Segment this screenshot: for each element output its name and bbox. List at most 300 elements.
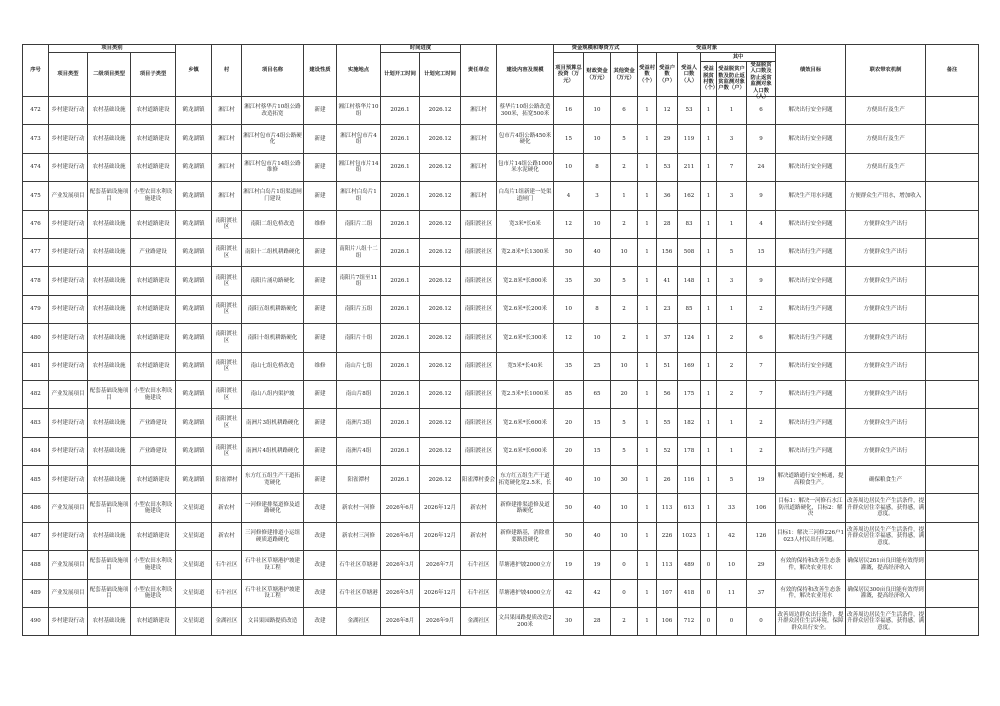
cell-town bbox=[176, 210, 212, 238]
cell-responsible bbox=[461, 182, 497, 210]
cell-other-text: 10 bbox=[620, 533, 628, 540]
cell-poor-population-text: 9 bbox=[759, 135, 763, 142]
cell-linkage-text: 方便群众生产出行 bbox=[863, 277, 908, 284]
cell-other bbox=[611, 267, 638, 295]
cell-households bbox=[657, 494, 678, 522]
header-content-label: 建设内容及规模 bbox=[506, 67, 544, 74]
cell-seq-text: 484 bbox=[30, 448, 41, 455]
cell-poor-households bbox=[717, 238, 747, 266]
cell-content-text: 宽2.8米*长800米 bbox=[503, 277, 548, 284]
cell-seq-text: 483 bbox=[30, 419, 41, 426]
cell-village-text: 石牛社区 bbox=[215, 561, 238, 568]
header-category-label: 项目类别 bbox=[101, 45, 123, 52]
header-sub-type bbox=[131, 53, 176, 97]
cell-other bbox=[611, 409, 638, 437]
cell-end-text: 2026.12 bbox=[428, 249, 452, 256]
cell-sub-type bbox=[131, 153, 176, 181]
cell-project-name-text: 湘江村蔡华片10组公路改造拓宽 bbox=[244, 104, 301, 117]
cell-other bbox=[611, 522, 638, 550]
cell-villages bbox=[638, 494, 657, 522]
cell-poor-households-text: 1 bbox=[729, 306, 734, 313]
cell-secondary-type bbox=[88, 125, 131, 153]
cell-population bbox=[678, 437, 701, 465]
table-row bbox=[23, 522, 979, 550]
cell-end-text: 2026.12 bbox=[428, 419, 452, 426]
cell-poor-households-text: 33 bbox=[728, 504, 736, 511]
cell-sub-type bbox=[131, 324, 176, 352]
cell-responsible-text: 南阳渡社区 bbox=[464, 221, 493, 227]
cell-end-text: 2026.12 bbox=[428, 391, 452, 398]
cell-start-text: 2026.1 bbox=[390, 419, 410, 426]
cell-project-type bbox=[49, 608, 88, 636]
cell-fiscal-text: 3 bbox=[595, 192, 599, 199]
cell-poor-population-text: 15 bbox=[757, 249, 765, 256]
cell-budget-text: 10 bbox=[565, 164, 573, 171]
cell-budget-text: 50 bbox=[565, 504, 573, 511]
cell-town-text: 鹤龙湖镇 bbox=[182, 164, 205, 171]
cell-households-text: 51 bbox=[663, 362, 671, 369]
cell-secondary-type bbox=[88, 238, 131, 266]
cell-other bbox=[611, 380, 638, 408]
header-remarks-label: 备注 bbox=[946, 67, 958, 74]
header-village bbox=[212, 45, 242, 97]
cell-villages-text: 1 bbox=[645, 277, 649, 284]
cell-poor-villages-text: 1 bbox=[706, 277, 711, 284]
cell-sub-type bbox=[131, 551, 176, 579]
cell-performance-text: 改善周边群众出行条件，提升群众居住生活环境，保障群众出行安全。 bbox=[777, 611, 844, 631]
cell-village bbox=[212, 267, 242, 295]
cell-poor-households-text: 5 bbox=[729, 476, 734, 483]
cell-seq bbox=[23, 238, 49, 266]
cell-content-text: 蔡华片10组公路改造300米，拓宽500米 bbox=[499, 104, 551, 117]
cell-location-text: 湘江村蔡华片10组 bbox=[338, 104, 379, 117]
cell-content bbox=[497, 551, 554, 579]
cell-poor-villages-text: 1 bbox=[706, 164, 711, 171]
cell-location bbox=[337, 380, 381, 408]
cell-households bbox=[657, 551, 678, 579]
cell-performance bbox=[776, 522, 846, 550]
cell-poor-households-text: 11 bbox=[728, 590, 736, 597]
cell-poor-households bbox=[717, 522, 747, 550]
cell-project-name-text: 三河修修建排道小运组硬质道路硬化 bbox=[245, 530, 301, 543]
cell-budget-text: 10 bbox=[565, 306, 573, 313]
cell-poor-villages-text: 1 bbox=[706, 107, 711, 114]
cell-start bbox=[381, 295, 420, 323]
cell-poor-households bbox=[717, 466, 747, 494]
cell-other bbox=[611, 324, 638, 352]
cell-location-text: 阳雀潭村 bbox=[347, 476, 370, 483]
cell-town bbox=[176, 437, 212, 465]
cell-responsible bbox=[461, 153, 497, 181]
cell-other-text: 2 bbox=[622, 334, 626, 341]
header-content bbox=[497, 45, 554, 97]
cell-other-text: 0 bbox=[622, 590, 626, 597]
cell-other bbox=[611, 97, 638, 125]
cell-fiscal bbox=[584, 324, 611, 352]
cell-start bbox=[381, 437, 420, 465]
cell-remarks bbox=[926, 125, 979, 153]
cell-sub-type-text: 小型农田水利设施建设 bbox=[133, 388, 173, 401]
cell-end bbox=[420, 409, 461, 437]
cell-content-text: 草塘港护坡2000立方 bbox=[498, 561, 552, 568]
cell-performance-text: 解决出行生产问题 bbox=[788, 306, 833, 313]
cell-linkage-text: 方便出行及生产 bbox=[866, 107, 905, 114]
cell-linkage bbox=[846, 238, 926, 266]
cell-content-text: 宽2.6米*长300米 bbox=[503, 334, 548, 341]
cell-poor-households-text: 2 bbox=[729, 391, 734, 398]
header-beneficiaries-label: 受益对象 bbox=[695, 45, 718, 52]
header-other-label: 其他资金（万元） bbox=[613, 68, 635, 81]
cell-seq-text: 473 bbox=[30, 135, 41, 142]
cell-poor-households-text: 1 bbox=[729, 107, 734, 114]
cell-poor-population-text: 29 bbox=[757, 561, 765, 568]
cell-population bbox=[678, 579, 701, 607]
cell-poor-households-text: 1 bbox=[729, 221, 734, 227]
cell-town bbox=[176, 97, 212, 125]
cell-poor-population-text: 9 bbox=[759, 277, 763, 284]
cell-budget bbox=[554, 182, 584, 210]
cell-poor-population bbox=[747, 210, 776, 238]
header-end bbox=[420, 53, 461, 97]
cell-budget bbox=[554, 522, 584, 550]
cell-town-text: 文星街道 bbox=[182, 561, 205, 568]
cell-performance bbox=[776, 295, 846, 323]
cell-end bbox=[420, 267, 461, 295]
cell-poor-population-text: 106 bbox=[755, 504, 767, 511]
cell-village-text: 新农村 bbox=[218, 504, 235, 511]
cell-villages-text: 1 bbox=[645, 504, 649, 511]
cell-responsible-text: 南阳渡社区 bbox=[464, 362, 493, 369]
cell-responsible bbox=[461, 125, 497, 153]
cell-poor-population bbox=[747, 380, 776, 408]
cell-village bbox=[212, 522, 242, 550]
cell-poor-population-text: 37 bbox=[757, 590, 765, 597]
cell-population-text: 712 bbox=[683, 618, 695, 625]
cell-sub-type-text: 农村道路建设 bbox=[136, 362, 170, 369]
cell-budget bbox=[554, 352, 584, 380]
cell-fiscal-text: 40 bbox=[593, 533, 601, 540]
cell-remarks bbox=[926, 182, 979, 210]
cell-village bbox=[212, 295, 242, 323]
cell-project-type-text: 乡村建设行动 bbox=[51, 448, 85, 455]
cell-villages-text: 1 bbox=[645, 448, 649, 455]
cell-project-type-text: 乡村建设行动 bbox=[51, 277, 85, 284]
cell-linkage bbox=[846, 182, 926, 210]
cell-households bbox=[657, 466, 678, 494]
cell-nature bbox=[304, 324, 337, 352]
cell-population bbox=[678, 608, 701, 636]
cell-responsible bbox=[461, 267, 497, 295]
cell-population bbox=[678, 267, 701, 295]
cell-households-text: 113 bbox=[661, 504, 673, 511]
cell-project-name bbox=[242, 267, 304, 295]
cell-population-text: 182 bbox=[683, 419, 695, 426]
cell-start bbox=[381, 210, 420, 238]
cell-population-text: 83 bbox=[685, 221, 693, 227]
cell-village-text: 南阳渡社区 bbox=[215, 217, 238, 231]
cell-fiscal bbox=[584, 97, 611, 125]
cell-households bbox=[657, 125, 678, 153]
cell-households-text: 29 bbox=[663, 135, 671, 142]
cell-nature-text: 维修 bbox=[314, 362, 326, 369]
cell-households-text: 26 bbox=[663, 476, 671, 483]
cell-town-text: 文星街道 bbox=[182, 618, 205, 625]
cell-poor-villages bbox=[701, 210, 717, 238]
cell-fiscal-text: 25 bbox=[593, 362, 601, 369]
cell-village-text: 南阳渡社区 bbox=[215, 359, 238, 373]
cell-budget bbox=[554, 238, 584, 266]
cell-fiscal-text: 15 bbox=[593, 419, 601, 426]
cell-sub-type-text: 农村道路建设 bbox=[136, 334, 170, 341]
cell-other bbox=[611, 295, 638, 323]
cell-population bbox=[678, 522, 701, 550]
cell-content bbox=[497, 97, 554, 125]
cell-fiscal-text: 10 bbox=[593, 221, 601, 227]
cell-content-text: 宽2.6米*长200米 bbox=[503, 306, 548, 313]
cell-population-text: 613 bbox=[683, 504, 695, 511]
cell-linkage bbox=[846, 267, 926, 295]
cell-secondary-type bbox=[88, 466, 131, 494]
cell-villages bbox=[638, 97, 657, 125]
cell-households bbox=[657, 522, 678, 550]
cell-village-text: 阳雀潭村 bbox=[215, 476, 238, 483]
cell-nature-text: 改建 bbox=[314, 561, 326, 568]
cell-budget bbox=[554, 409, 584, 437]
cell-secondary-type-text: 配套基础设施项目 bbox=[89, 189, 129, 202]
header-location-label: 实施地点 bbox=[347, 67, 370, 74]
cell-end bbox=[420, 466, 461, 494]
cell-population bbox=[678, 182, 701, 210]
cell-poor-villages bbox=[701, 608, 717, 636]
cell-fiscal bbox=[584, 267, 611, 295]
cell-project-name bbox=[242, 466, 304, 494]
cell-secondary-type-text: 农村基础设施 bbox=[92, 618, 126, 625]
cell-nature-text: 新建 bbox=[314, 334, 326, 341]
cell-secondary-type bbox=[88, 409, 131, 437]
cell-performance bbox=[776, 494, 846, 522]
cell-location bbox=[337, 97, 381, 125]
cell-other bbox=[611, 494, 638, 522]
cell-poor-households-text: 0 bbox=[729, 618, 734, 625]
cell-project-type-text: 乡村建设行动 bbox=[51, 135, 85, 142]
header-seq-label: 序号 bbox=[30, 67, 41, 74]
cell-town-text: 鹤龙湖镇 bbox=[182, 334, 205, 341]
cell-poor-villages bbox=[701, 466, 717, 494]
cell-poor-households bbox=[717, 579, 747, 607]
cell-budget-text: 12 bbox=[565, 334, 573, 341]
table-row bbox=[23, 352, 979, 380]
header-town-label: 乡镇 bbox=[188, 67, 199, 74]
cell-poor-households bbox=[717, 437, 747, 465]
cell-location-text: 南洲片3组 bbox=[345, 419, 372, 426]
cell-responsible-text: 石牛社区 bbox=[467, 561, 490, 568]
cell-seq bbox=[23, 125, 49, 153]
cell-village bbox=[212, 551, 242, 579]
cell-town bbox=[176, 551, 212, 579]
cell-secondary-type-text: 农村基础设施 bbox=[92, 164, 126, 171]
cell-poor-villages bbox=[701, 267, 717, 295]
cell-responsible-text: 南阳渡社区 bbox=[464, 277, 493, 284]
cell-start-text: 2026.1 bbox=[390, 306, 410, 313]
cell-fiscal-text: 8 bbox=[595, 306, 599, 313]
cell-linkage bbox=[846, 324, 926, 352]
cell-responsible bbox=[461, 608, 497, 636]
cell-poor-households bbox=[717, 182, 747, 210]
cell-village bbox=[212, 380, 242, 408]
cell-town bbox=[176, 352, 212, 380]
cell-project-name-text: 南山七组危桥改造 bbox=[250, 362, 295, 369]
cell-start-text: 2026.1 bbox=[390, 221, 410, 227]
header-project-type bbox=[49, 53, 88, 97]
cell-nature-text: 新建 bbox=[314, 419, 326, 426]
cell-households-text: 41 bbox=[663, 277, 671, 284]
cell-sub-type-text: 小型农田水利设施建设 bbox=[133, 558, 173, 571]
cell-project-name-text: 湘江村包市片14组公路维修 bbox=[244, 160, 301, 174]
cell-end-text: 2026.12 bbox=[428, 221, 452, 227]
cell-location-text: 南山片8组 bbox=[345, 391, 372, 398]
cell-end-text: 2026.12 bbox=[428, 135, 452, 142]
cell-project-type bbox=[49, 522, 88, 550]
cell-project-name bbox=[242, 608, 304, 636]
header-start bbox=[381, 53, 420, 97]
cell-project-type-text: 乡村建设行动 bbox=[51, 618, 85, 625]
cell-households-text: 56 bbox=[663, 391, 671, 398]
cell-responsible-text: 湘江村 bbox=[470, 135, 487, 142]
cell-performance-text: 解决道路通行安全畅通，提高粮食生产。 bbox=[777, 473, 844, 486]
cell-end-text: 2026年7月 bbox=[425, 561, 455, 568]
cell-town bbox=[176, 579, 212, 607]
cell-nature-text: 维修 bbox=[314, 221, 326, 227]
cell-poor-population bbox=[747, 324, 776, 352]
cell-performance bbox=[776, 466, 846, 494]
table-row bbox=[23, 125, 979, 153]
cell-content bbox=[497, 409, 554, 437]
cell-end bbox=[420, 153, 461, 181]
cell-town bbox=[176, 238, 212, 266]
cell-households bbox=[657, 153, 678, 181]
cell-village bbox=[212, 466, 242, 494]
header-population-label: 受益人口数（人） bbox=[681, 64, 697, 84]
cell-poor-households-text: 3 bbox=[729, 135, 734, 142]
cell-start bbox=[381, 352, 420, 380]
cell-population bbox=[678, 409, 701, 437]
cell-location bbox=[337, 267, 381, 295]
cell-project-name-text: 石牛社区草塘港护坡建设工程 bbox=[245, 586, 301, 600]
cell-poor-villages-text: 1 bbox=[706, 306, 711, 313]
cell-town-text: 鹤龙湖镇 bbox=[182, 221, 205, 227]
cell-location-text: 新农村三河修 bbox=[342, 533, 376, 540]
cell-poor-population bbox=[747, 153, 776, 181]
cell-responsible-text: 阳雀潭村委会 bbox=[462, 476, 496, 483]
cell-village bbox=[212, 324, 242, 352]
cell-linkage-text: 方便群众生产出行 bbox=[863, 362, 908, 369]
cell-project-name bbox=[242, 324, 304, 352]
table-body bbox=[23, 97, 979, 636]
header-project-name-label: 项目名称 bbox=[261, 67, 284, 74]
cell-nature-text: 新建 bbox=[314, 192, 326, 199]
cell-poor-households bbox=[717, 494, 747, 522]
cell-sub-type bbox=[131, 295, 176, 323]
cell-secondary-type-text: 农村基础设施 bbox=[92, 306, 126, 313]
cell-sub-type-text: 农村道路建设 bbox=[136, 135, 170, 142]
header-other bbox=[611, 53, 638, 97]
cell-secondary-type bbox=[88, 182, 131, 210]
cell-start-text: 2026年5月 bbox=[385, 590, 415, 597]
cell-project-type bbox=[49, 494, 88, 522]
header-village-label: 村 bbox=[223, 67, 230, 74]
cell-households bbox=[657, 579, 678, 607]
cell-linkage bbox=[846, 466, 926, 494]
cell-budget-text: 30 bbox=[565, 618, 573, 625]
cell-responsible-text: 南阳渡社区 bbox=[464, 334, 493, 341]
cell-poor-population bbox=[747, 295, 776, 323]
cell-location bbox=[337, 210, 381, 238]
cell-poor-households bbox=[717, 125, 747, 153]
cell-poor-villages-text: 1 bbox=[706, 362, 711, 369]
cell-poor-population-text: 6 bbox=[759, 334, 763, 341]
cell-responsible-text: 南阳渡社区 bbox=[464, 306, 493, 313]
cell-linkage bbox=[846, 153, 926, 181]
cell-sub-type-text: 农村道路建设 bbox=[136, 107, 170, 114]
cell-secondary-type bbox=[88, 97, 131, 125]
header-performance-label: 绩效目标 bbox=[799, 67, 822, 74]
cell-budget-text: 85 bbox=[565, 391, 573, 398]
cell-remarks bbox=[926, 437, 979, 465]
cell-poor-villages-text: 1 bbox=[706, 249, 711, 256]
cell-poor-villages bbox=[701, 182, 717, 210]
cell-location-text: 南山片七组 bbox=[344, 362, 373, 369]
cell-linkage-text: 方便群众生产出行 bbox=[863, 391, 908, 398]
cell-linkage bbox=[846, 352, 926, 380]
cell-start bbox=[381, 409, 420, 437]
cell-secondary-type-text: 农村基础设施 bbox=[92, 107, 126, 114]
cell-population-text: 53 bbox=[685, 107, 693, 114]
cell-project-name-text: 南洲片3组机耕路硬化 bbox=[246, 419, 300, 426]
cell-performance-text: 解决出行安全问题 bbox=[788, 107, 833, 114]
cell-budget bbox=[554, 466, 584, 494]
cell-village-text: 石牛社区 bbox=[215, 590, 238, 597]
cell-town-text: 鹤龙湖镇 bbox=[182, 135, 205, 142]
cell-sub-type bbox=[131, 352, 176, 380]
cell-villages-text: 1 bbox=[645, 391, 649, 398]
cell-responsible bbox=[461, 579, 497, 607]
cell-seq bbox=[23, 437, 49, 465]
cell-end-text: 2026.12 bbox=[428, 362, 452, 369]
cell-other-text: 6 bbox=[622, 107, 626, 114]
header-population bbox=[678, 53, 701, 97]
cell-content bbox=[497, 494, 554, 522]
cell-project-name bbox=[242, 579, 304, 607]
table-row bbox=[23, 238, 979, 266]
cell-villages bbox=[638, 125, 657, 153]
cell-start bbox=[381, 522, 420, 550]
header-schedule-label: 时间进度 bbox=[409, 45, 432, 52]
cell-fiscal bbox=[584, 238, 611, 266]
cell-village bbox=[212, 579, 242, 607]
cell-other-text: 20 bbox=[620, 391, 628, 398]
cell-poor-villages-text: 1 bbox=[706, 135, 711, 142]
cell-performance-text: 解决出行安全问题 bbox=[788, 221, 833, 227]
cell-other bbox=[611, 210, 638, 238]
cell-nature-text: 改建 bbox=[314, 533, 326, 540]
header-nature bbox=[304, 45, 337, 97]
cell-start-text: 2026.1 bbox=[390, 135, 410, 142]
cell-population bbox=[678, 324, 701, 352]
cell-village-text: 南阳渡社区 bbox=[215, 388, 238, 401]
cell-seq bbox=[23, 522, 49, 550]
cell-poor-population-text: 126 bbox=[755, 533, 767, 540]
cell-end bbox=[420, 97, 461, 125]
